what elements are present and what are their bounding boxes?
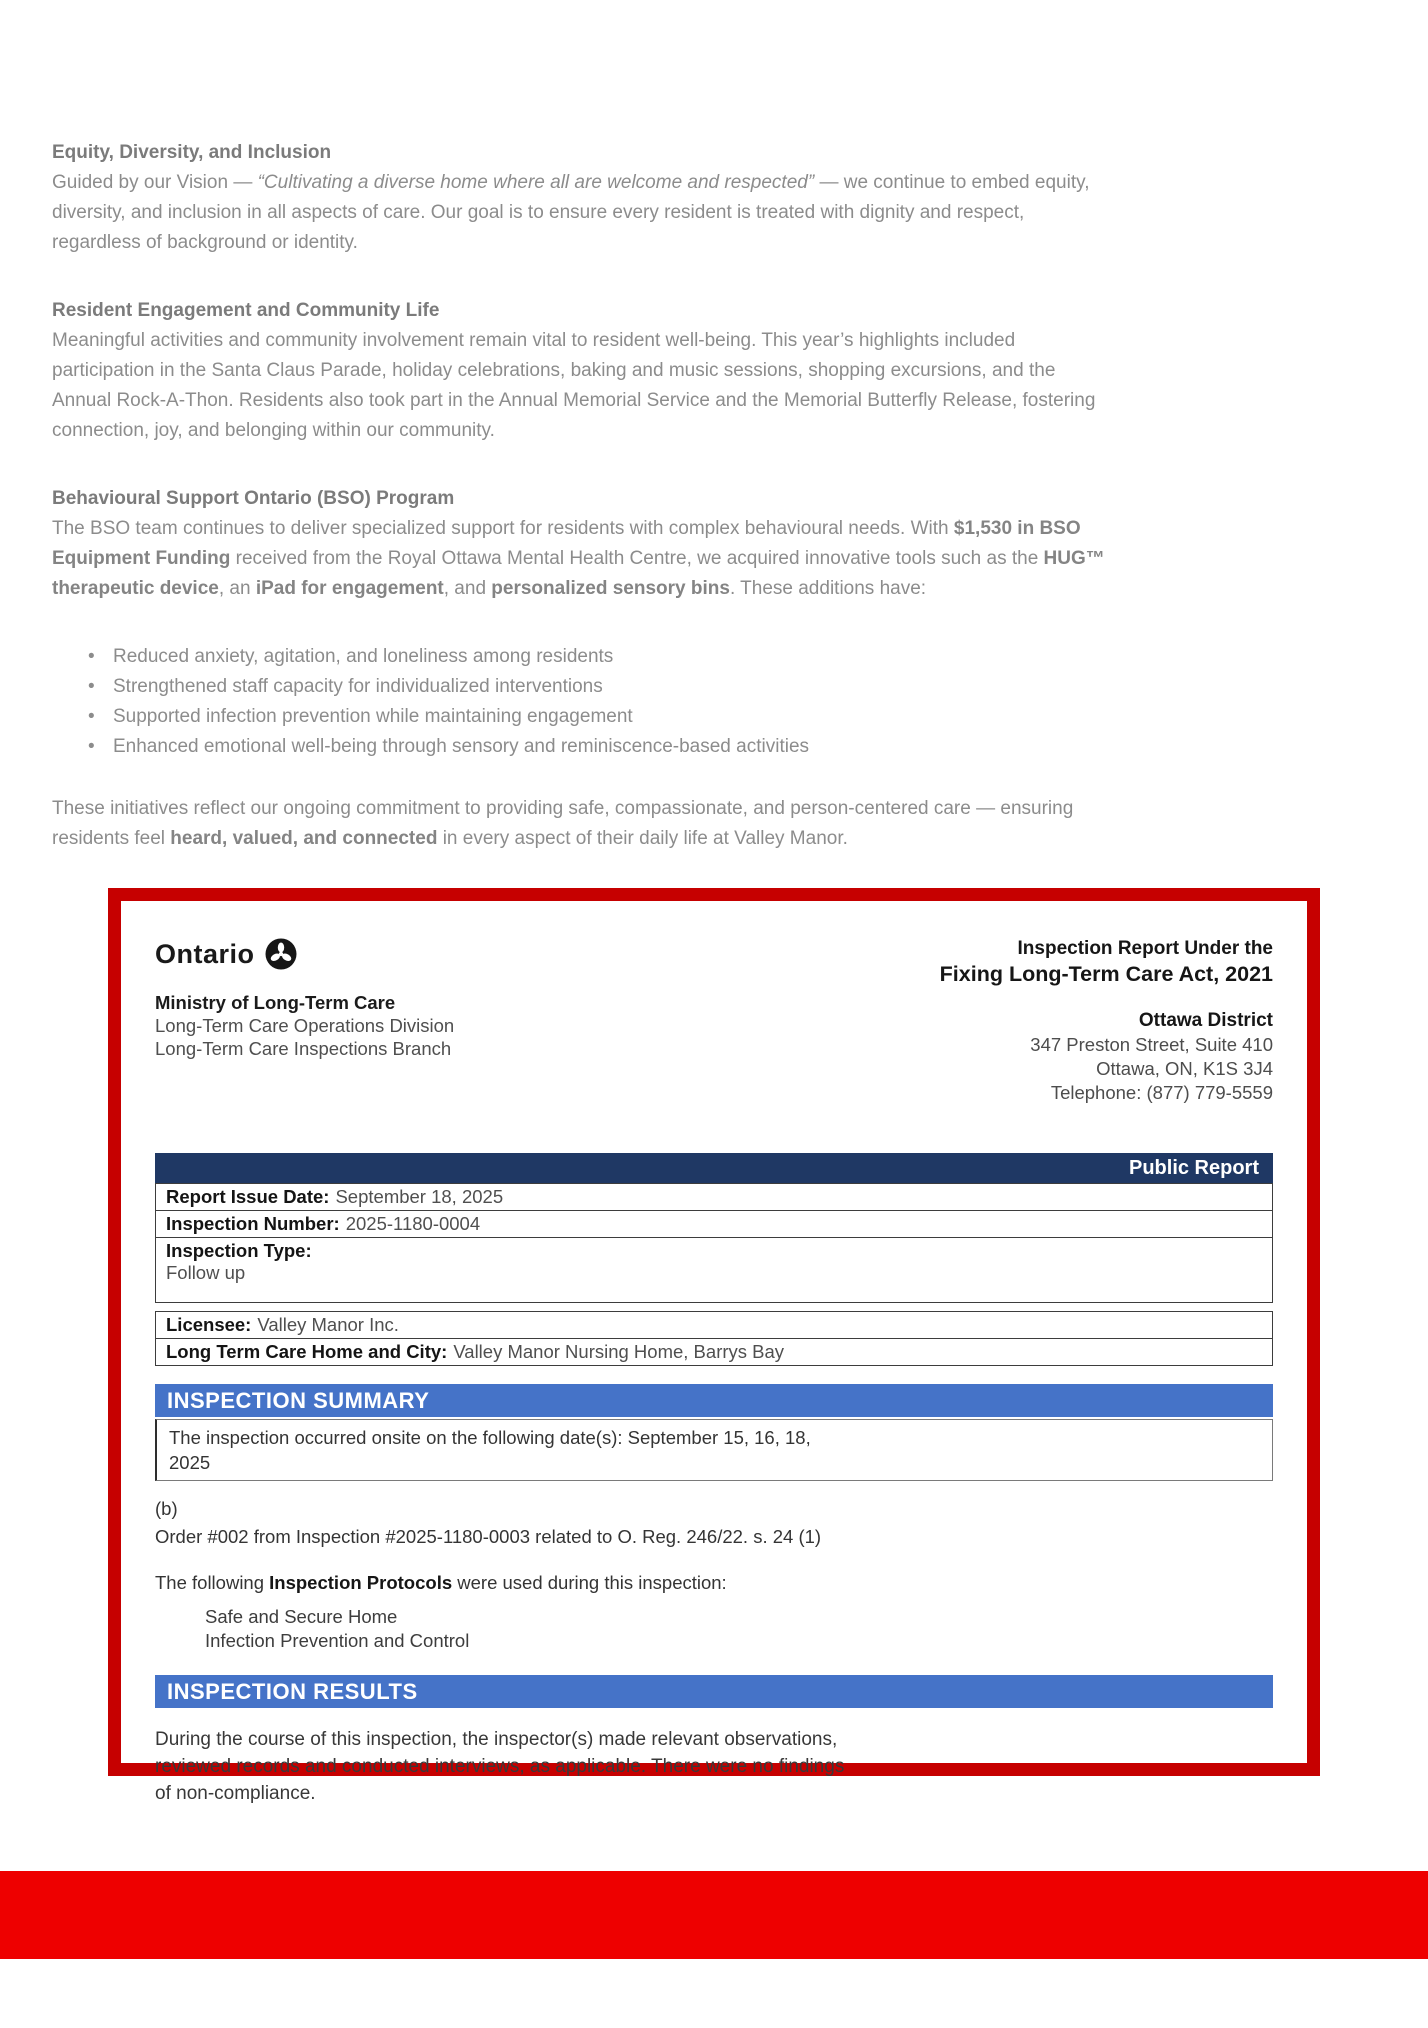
text-segment: Meaningful activities and community involvement remain vital to resident well-being. This year’s highlights included participation in the Santa Claus Parade, holiday celebrations, baking and music sessions, shopping excursions, and the Annual Rock-A-Thon. Residents also took part in the Annual Memorial Service and the Memorial Butterfly Release, fostering connection, joy, and belonging within our community. <box>52 330 1096 441</box>
section-heading-edi: Equity, Diversity, and Inclusion <box>52 142 332 163</box>
telephone-line: Telephone: (877) 779-5559 <box>1050 1082 1273 1103</box>
results-line: During the course of this inspection, the inspector(s) made relevant observations, <box>155 1729 838 1750</box>
report-title-line1: Inspection Report Under the <box>1017 938 1273 959</box>
results-line: reviewed records and conducted interviews, as applicable. There were no findings <box>155 1756 845 1777</box>
text-segment: The BSO team continues to deliver specialized support for residents with complex behavioural needs. With <box>52 518 954 539</box>
text-segment: were used during this inspection: <box>452 1572 727 1593</box>
protocols-intro <box>155 1571 1273 1595</box>
report-field-row <box>156 1238 1272 1302</box>
inspection-report-image <box>108 888 1320 1804</box>
branch-line: Long-Term Care Inspections Branch <box>155 1038 452 1059</box>
protocol-item: Infection Prevention and Control <box>205 1630 470 1651</box>
results-line: of non-compliance. <box>155 1783 316 1804</box>
ontario-trillium-icon <box>265 938 297 970</box>
hug-device: HUG™ therapeutic device <box>52 548 1105 599</box>
order-line: Order #002 from Inspection #2025-1180-0003 related to O. Reg. 246/22. s. 24 (1) <box>155 1526 822 1547</box>
report-title-line2: Fixing Long-Term Care Act, 2021 <box>939 962 1273 986</box>
field-value: Valley Manor Inc. <box>257 1314 399 1335</box>
field-value: 2025-1180-0004 <box>345 1213 481 1234</box>
bso-funding-amount: $1,530 in BSO Equipment Funding <box>52 518 1081 569</box>
address-line1: 347 Preston Street, Suite 410 <box>1030 1034 1273 1055</box>
report-header <box>155 937 1273 1105</box>
inspection-results-header: INSPECTION RESULTS <box>155 1675 1273 1708</box>
summary-line: The inspection occurred onsite on the following date(s): September 15, 16, 18, <box>169 1427 811 1448</box>
report-field-row <box>156 1339 1272 1365</box>
field-value: September 18, 2025 <box>335 1186 504 1207</box>
field-label: Long Term Care Home and City: <box>166 1341 448 1362</box>
bullet-item: • Enhanced emotional well-being through sensory and reminiscence-based activities <box>52 732 1114 762</box>
text-segment: Guided by our Vision — <box>52 172 258 193</box>
vision-quote: “Cultivating a diverse home where all are welcome and respected” <box>257 172 815 193</box>
inspection-protocols-label: Inspection Protocols <box>269 1572 453 1593</box>
bullet-item: • Reduced anxiety, agitation, and loneliness among residents <box>52 642 1114 672</box>
paragraph-bso <box>52 514 1114 604</box>
protocol-item: Safe and Secure Home <box>205 1606 398 1627</box>
summary-box <box>155 1419 1273 1481</box>
ministry-name: Ministry of Long-Term Care <box>155 992 396 1013</box>
address-line2: Ottawa, ON, K1S 3J4 <box>1096 1058 1273 1079</box>
ontario-wordmark: Ontario <box>155 938 255 969</box>
text-segment: , an <box>218 578 256 599</box>
report-field-row <box>156 1184 1272 1211</box>
field-value: Valley Manor Nursing Home, Barrys Bay <box>453 1341 785 1362</box>
section-heading-bso: Behavioural Support Ontario (BSO) Program <box>52 488 455 509</box>
text-segment: , and <box>443 578 492 599</box>
text-segment: — we continue to embed equity, diversity, and inclusion in all aspects of care. Our goal is to ensure every resident is treated with dignity and respect, regardless of background or identity. <box>52 172 1090 253</box>
report-field-row <box>156 1312 1272 1339</box>
bullet-item: • Supported infection prevention while maintaining engagement <box>52 702 1114 732</box>
public-report-banner: Public Report <box>155 1153 1273 1183</box>
field-value: Follow up <box>166 1262 246 1283</box>
division-line: Long-Term Care Operations Division <box>155 1015 455 1036</box>
bullet-list <box>52 642 1114 762</box>
text-segment: The following <box>155 1572 270 1593</box>
licensee-table <box>155 1311 1273 1366</box>
ontario-logo <box>155 937 669 971</box>
paragraph-edi <box>52 168 1114 258</box>
text-segment: These initiatives reflect our ongoing commitment to providing safe, compassionate, and person-centered care — ensuring residents feel <box>52 798 1074 849</box>
field-label: Licensee: <box>166 1314 252 1335</box>
report-info-table <box>155 1183 1273 1303</box>
summary-line: 2025 <box>169 1452 211 1473</box>
ipad-engagement: iPad for engagement <box>255 578 444 599</box>
field-label: Inspection Type: <box>166 1240 312 1261</box>
paragraph-closing <box>52 794 1114 854</box>
inspection-summary-header: INSPECTION SUMMARY <box>155 1384 1273 1417</box>
field-label: Inspection Number: <box>166 1213 340 1234</box>
field-label: Report Issue Date: <box>166 1186 330 1207</box>
sensory-bins: personalized sensory bins <box>491 578 730 599</box>
report-field-row <box>156 1211 1272 1238</box>
protocol-list <box>155 1605 1273 1653</box>
results-text <box>155 1726 1273 1807</box>
text-segment: . These additions have: <box>729 578 927 599</box>
bullet-item: • Strengthened staff capacity for individualized interventions <box>52 672 1114 702</box>
text-segment: in every aspect of their daily life at Valley Manor. <box>437 828 848 849</box>
text-segment: received from the Royal Ottawa Mental Health Centre, we acquired innovative tools such as the <box>230 548 1044 569</box>
heard-valued-connected: heard, valued, and connected <box>170 828 438 849</box>
section-heading-engagement: Resident Engagement and Community Life <box>52 300 440 321</box>
district-name: Ottawa District <box>1138 1010 1273 1031</box>
newsletter-body <box>52 138 1114 854</box>
red-footer-band <box>0 1871 1428 1959</box>
paragraph-engagement <box>52 326 1114 446</box>
note-b: (b) <box>155 1498 178 1519</box>
